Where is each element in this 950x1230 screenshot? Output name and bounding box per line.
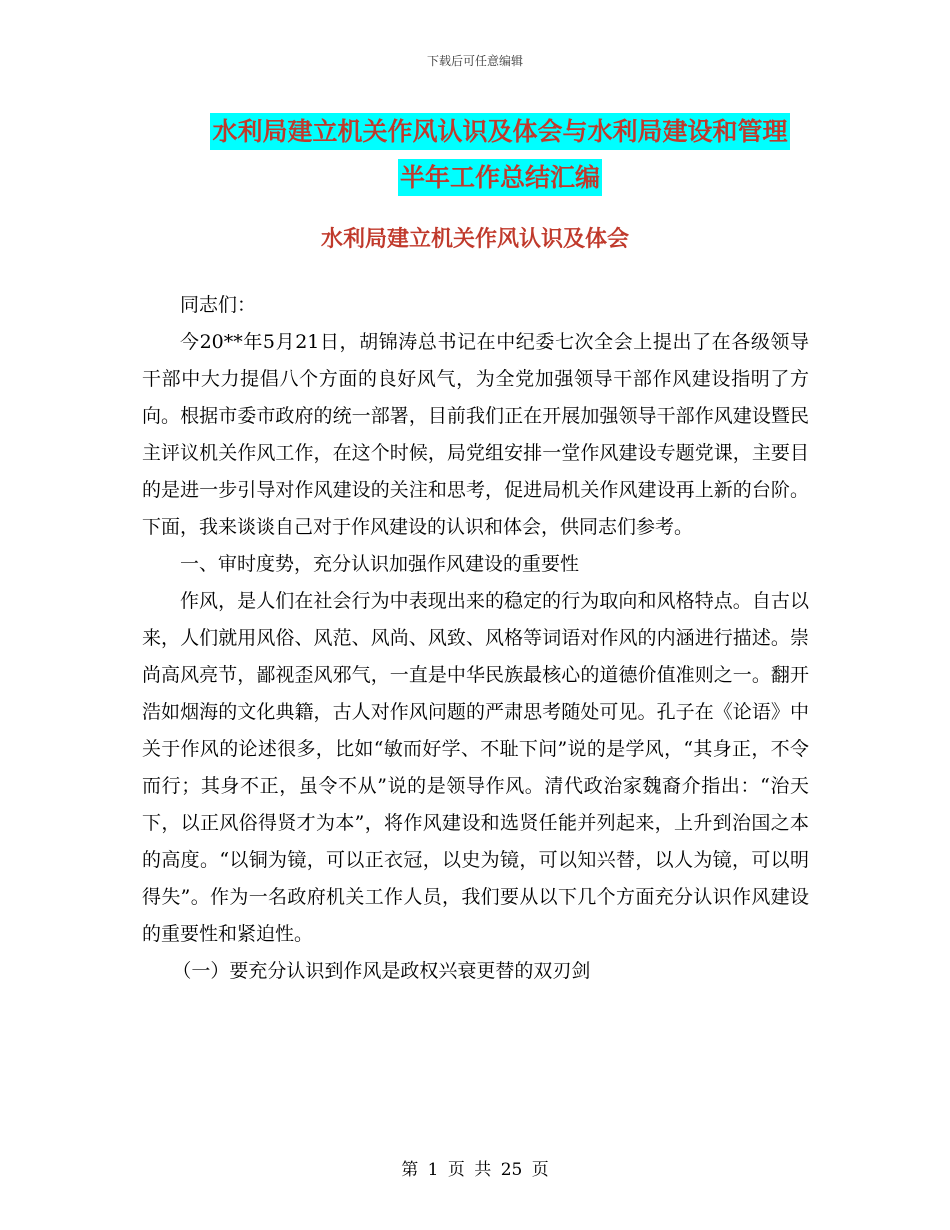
salutation: 同志们： xyxy=(180,294,257,316)
title-highlight-1: 水利局建立机关作风认识及体会与水利局建设和管理 xyxy=(210,113,789,150)
title-highlight-2: 半年工作总结汇编 xyxy=(398,159,602,196)
section-title: 水利局建立机关作风认识及体会 xyxy=(320,227,629,252)
header-note: 下载后可任意编辑 xyxy=(426,54,523,68)
heading-level-2: （一）要充分认识到作风是政权兴衰更替的双刃剑 xyxy=(172,960,591,982)
paragraph: 作风，是人们在社会行为中表现出来的稳定的行为取向和风格特点。自古以来，人们就用风俗、风范、风尚、风致、风格等词语对作风的内涵进行描述。崇尚高风亮节，鄙视歪风邪气，一直是中华民族最核心的道德价值准则之一。翻开浩如烟海的文化典籍，古人对作风问题的严肃思考随处可见。孔子在《论语》中关于作风的论述很多，比如“敏而好学、不耻下问”说的是学风，“其身正，不令而行；其身不正，虽令不从”说的是领导作风。清代政治家魏裔介指出：“治天下，以正风俗得贤才为本”，将作风建设和选贤任能并列起来，上升到治国之本的高度。“以铜为镜，可以正衣冠，以史为镜，可以知兴替，以人为镜，可以明得失”。作为一名政府机关工作人员，我们要从以下几个方面充分认识作风建设的重要性和紧迫性。 xyxy=(142,590,809,945)
heading-level-1: 一、审时度势，充分认识加强作风建设的重要性 xyxy=(180,553,580,575)
document-title-line-2 xyxy=(140,158,860,194)
page-number: 第 1 页 共 25 页 xyxy=(401,1160,549,1180)
document-body xyxy=(142,287,809,990)
document-title-line-1 xyxy=(140,112,860,148)
paragraph: 今20**年5月21日，胡锦涛总书记在中纪委七次全会上提出了在各级领导干部中大力提倡八个方面的良好风气，为全党加强领导干部作风建设指明了方向。根据市委市政府的统一部署，目前我们正在开展加强领导干部作风建设暨民主评议机关作风工作，在这个时候，局党组安排一堂作风建设专题党课，主要目的是进一步引导对作风建设的关注和思考，促进局机关作风建设再上新的台阶。下面，我来谈谈自己对于作风建设的认识和体会，供同志们参考。 xyxy=(142,331,809,538)
